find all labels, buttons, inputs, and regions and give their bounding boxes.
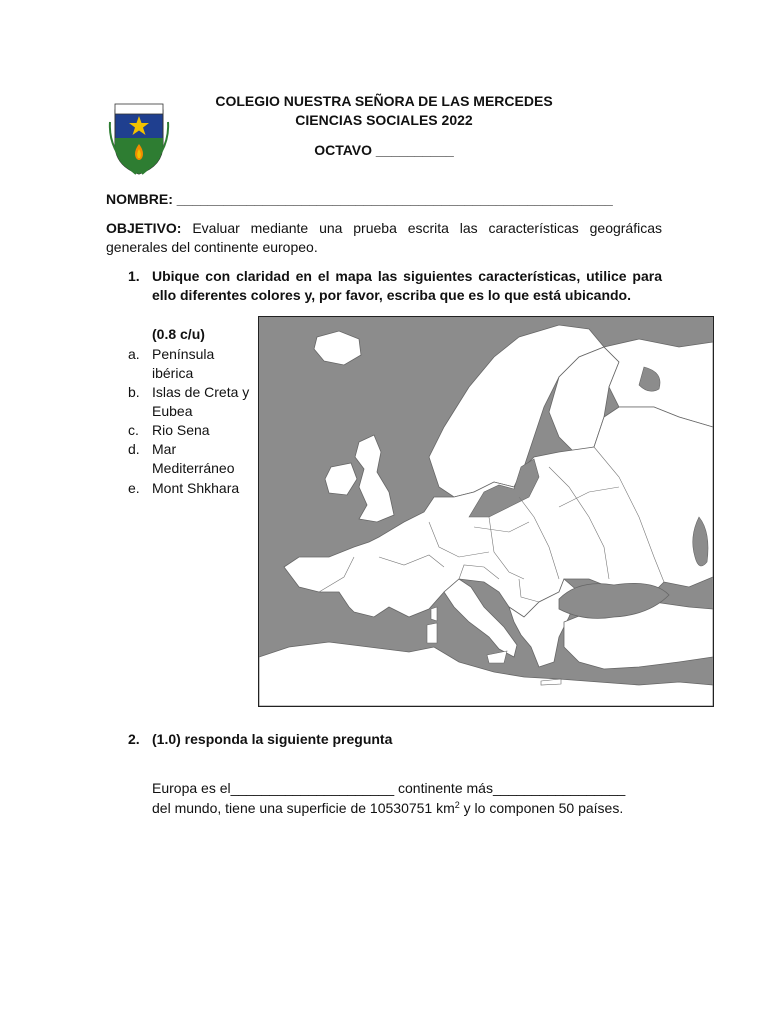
list-letter: a.: [128, 346, 140, 362]
question-2-title: (1.0) responda la siguiente pregunta: [152, 731, 393, 747]
great-britain-land: [355, 435, 394, 522]
question-2-line-2: [152, 799, 623, 818]
name-line: ________________________________________________________: [176, 191, 613, 207]
km2-superscript: 2: [454, 800, 460, 810]
objective-text: Evaluar mediante una prueba escrita las características geográficas generales del continente europeo.: [106, 220, 662, 255]
objective: [106, 219, 662, 257]
question-2-line-2-b: y lo componen 50 países.: [459, 800, 624, 816]
question-2-line-2-a: del mundo, tiene una superficie de 10530751 km: [152, 800, 455, 816]
list-label: Islas de Creta y Eubea: [152, 384, 250, 419]
question-1-points: (0.8 c/u): [152, 326, 205, 342]
corsica-island: [431, 607, 437, 621]
sicily-island: [487, 651, 507, 663]
grade-line: OCTAVO __________: [314, 142, 454, 158]
list-label: Península ibérica: [152, 346, 215, 381]
school-name: COLEGIO NUESTRA SEÑORA DE LAS MERCEDES: [215, 93, 553, 109]
name-label: NOMBRE:: [106, 191, 173, 207]
list-item: [128, 421, 252, 441]
list-letter: e.: [128, 480, 140, 496]
question-1-text: Ubique con claridad en el mapa las siguientes características, utilice para ello diferentes colores y, por favor, escriba que es lo que está ubicando.: [152, 268, 662, 303]
name-field[interactable]: [106, 190, 666, 209]
objective-label: OBJETIVO:: [106, 220, 182, 236]
list-letter: c.: [128, 422, 139, 438]
question-2-number: 2.: [128, 731, 140, 747]
europe-map[interactable]: [258, 316, 714, 707]
question-2-line-1[interactable]: Europa es el_____________________ continente más_________________: [152, 780, 626, 796]
list-item: [128, 383, 252, 423]
list-item: [128, 440, 252, 480]
list-item: [128, 479, 252, 499]
list-label: Mont Shkhara: [152, 480, 240, 496]
list-letter: d.: [128, 441, 140, 457]
ireland-land: [325, 463, 357, 495]
list-item: [128, 345, 252, 385]
list-label: Rio Sena: [152, 422, 210, 438]
question-1-number: 1.: [128, 268, 140, 284]
sardinia-island: [427, 623, 437, 643]
list-label: Mar Mediterráneo: [152, 441, 235, 476]
iceland-land: [314, 331, 361, 365]
list-letter: b.: [128, 384, 140, 400]
subject-title: CIENCIAS SOCIALES 2022: [295, 112, 473, 128]
